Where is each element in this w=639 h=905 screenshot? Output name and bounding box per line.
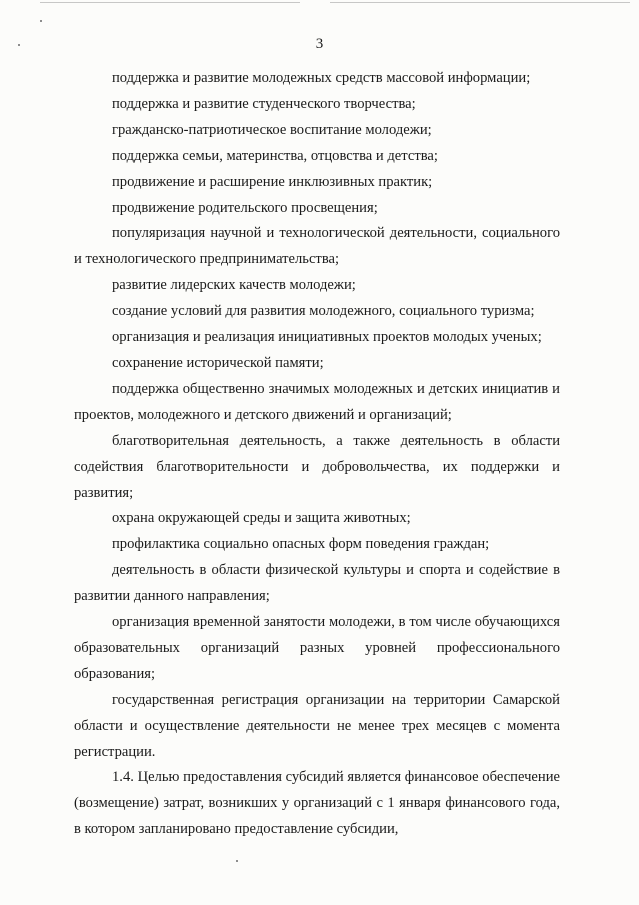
paragraph: профилактика социально опасных форм поведения граждан; — [112, 536, 490, 553]
scan-edge-line — [330, 2, 630, 3]
scan-speck — [40, 20, 42, 22]
paragraph: деятельность в области физической культуры и спорта и содействие в развитии данного направления; — [74, 562, 560, 605]
document-body — [74, 66, 560, 843]
paragraph: продвижение родительского просвещения; — [112, 199, 378, 216]
paragraph: развитие лидерских качеств молодежи; — [112, 277, 356, 294]
paragraph: охрана окружающей среды и защита животных; — [112, 510, 411, 527]
paragraph: создание условий для развития молодежного, социального туризма; — [112, 303, 535, 320]
paragraph: организация временной занятости молодежи, в том числе обучающихся образовательных организаций разных уровней профессионального образования; — [74, 614, 560, 682]
paragraph: 1.4. Целью предоставления субсидий является финансовое обеспечение (возмещение) затрат, возникших у организаций с 1 января финансового года, в котором запланировано предоставление субсидии, — [74, 769, 560, 838]
page-number: 3 — [315, 36, 324, 52]
paragraph: популяризация научной и технологической деятельности, социального и технологического предпринимательства; — [74, 225, 560, 268]
scan-edge-line — [40, 2, 300, 3]
paragraph: продвижение и расширение инклюзивных практик; — [112, 173, 433, 190]
paragraph: сохранение исторической памяти; — [112, 354, 324, 371]
paragraph: поддержка общественно значимых молодежных и детских инициатив и проектов, молодежного и детского движений и организаций; — [74, 380, 560, 423]
paragraph: поддержка семьи, материнства, отцовства и детства; — [112, 147, 438, 164]
paragraph: поддержка и развитие студенческого творчества; — [112, 95, 416, 112]
paragraph: гражданско-патриотическое воспитание молодежи; — [112, 121, 432, 138]
scan-speck — [236, 860, 238, 862]
paragraph: поддержка и развитие молодежных средств массовой информации; — [112, 70, 531, 86]
paragraph: организация и реализация инициативных проектов молодых ученых; — [112, 329, 542, 346]
paragraph: благотворительная деятельность, а также деятельность в области содействия благотворительности и добровольчества, их поддержки и развития; — [74, 432, 560, 501]
paragraph: государственная регистрация организации на территории Самарской области и осуществление деятельности не менее трех месяцев с момента регистрации. — [74, 691, 560, 760]
